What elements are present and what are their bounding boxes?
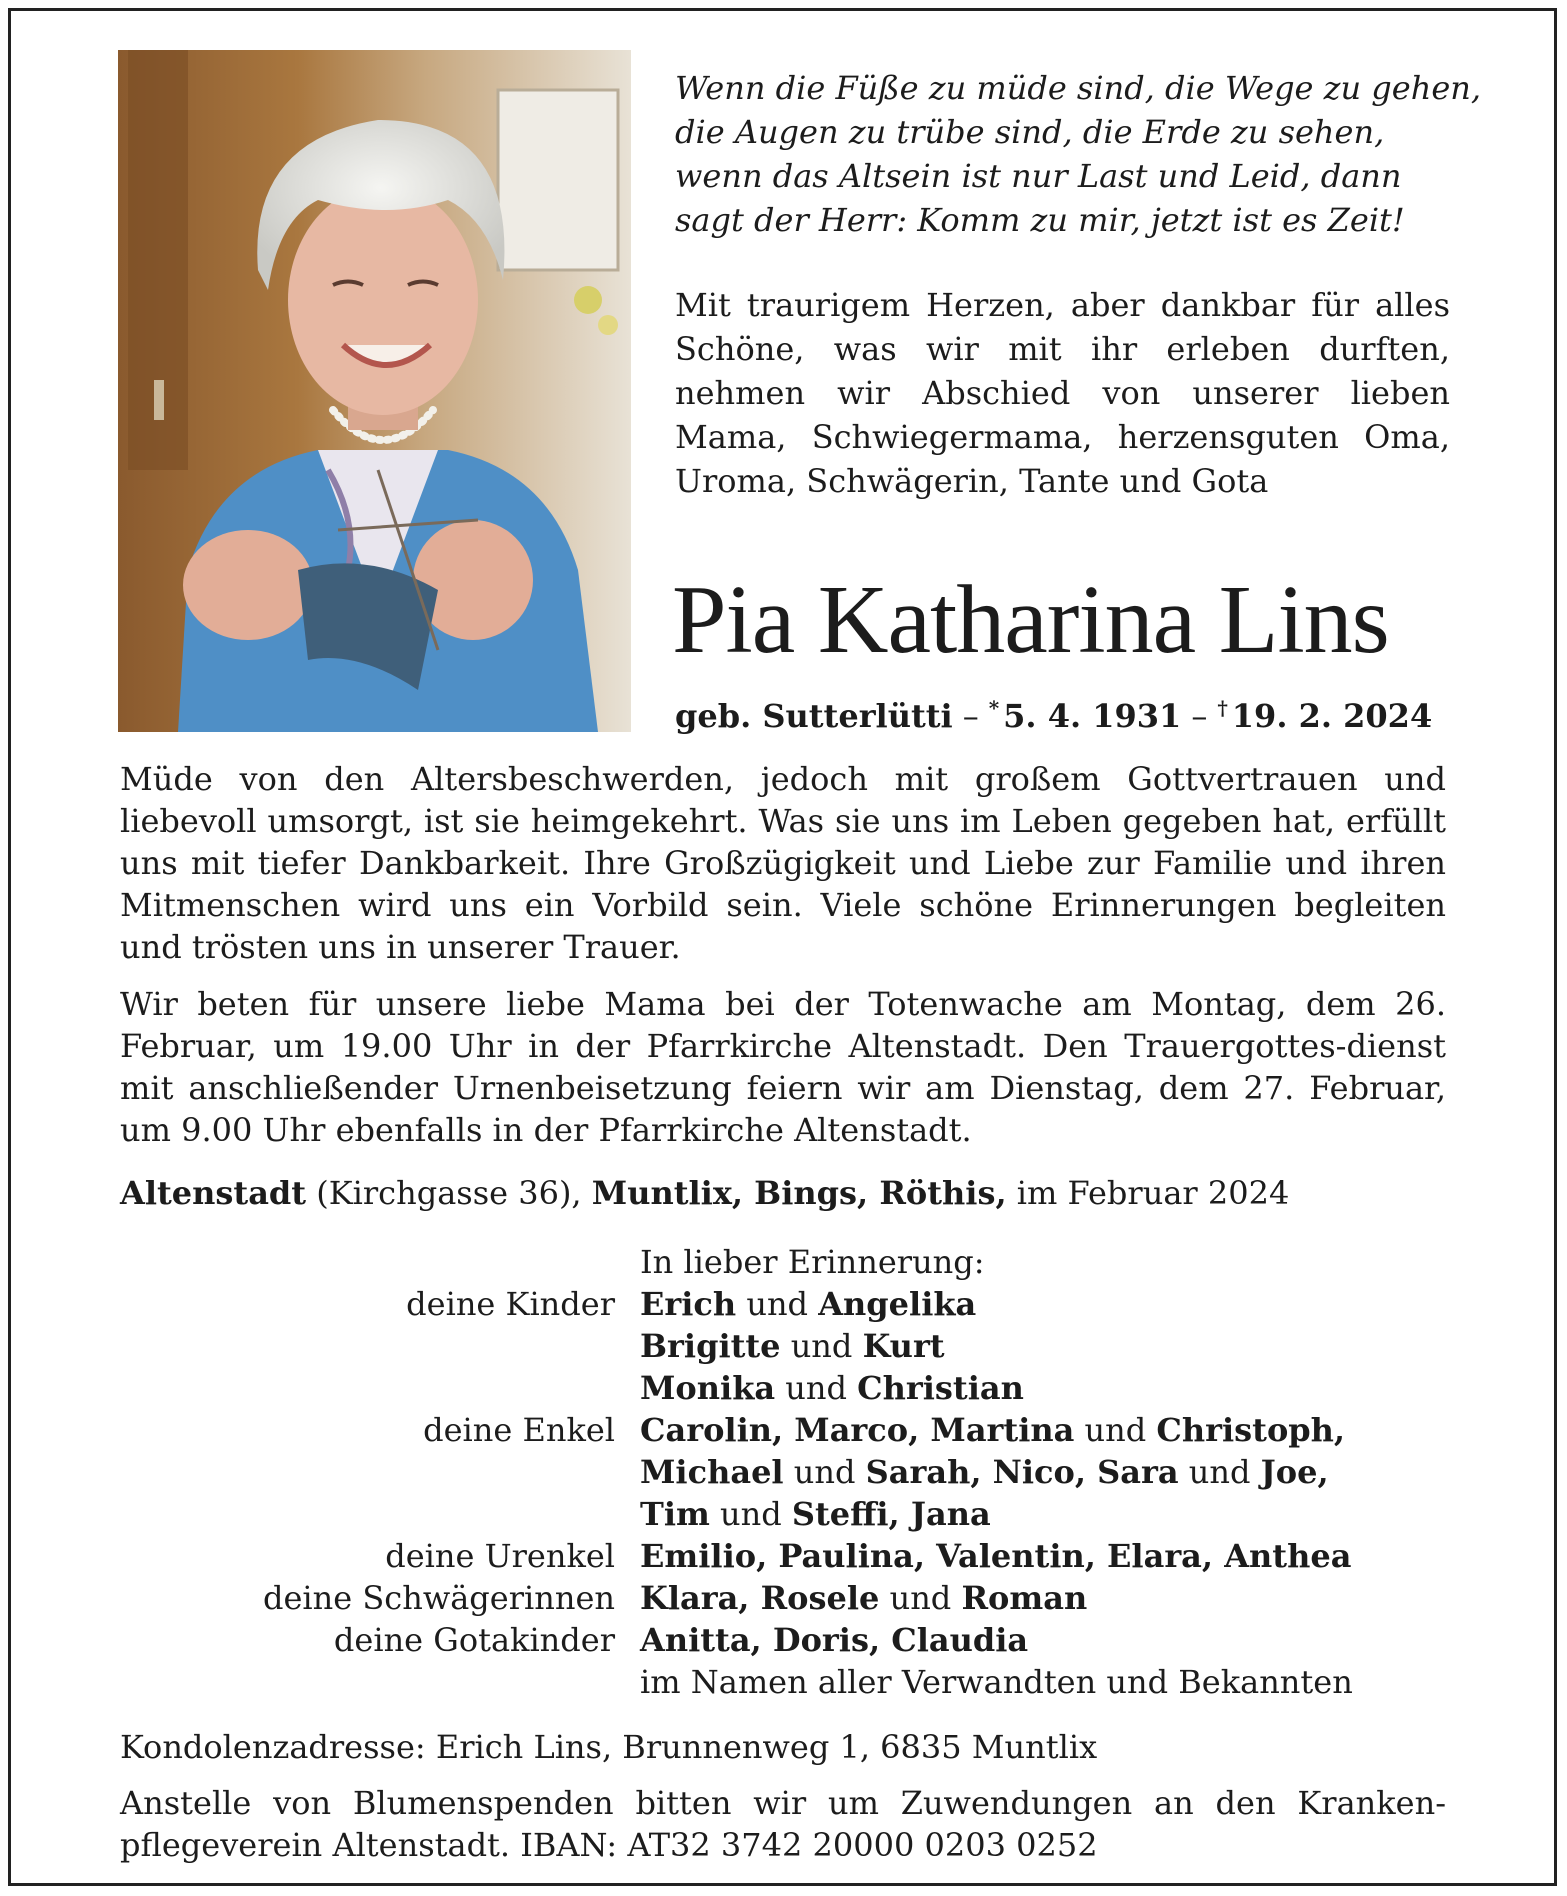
- family-closing: im Namen aller Verwandten und Bekannten: [640, 1663, 1353, 1701]
- paragraph-service: Wir beten für unsere liebe Mama bei der Totenwache am Montag, dem 26. Februar, um 19.00 Uhr in der Pfarrkirche Altenstadt. Den Trauergottes-dienst mit anschließender Urnenbeisetzung feiern wir am Dienstag, dem 27. Februar, um 9.00 Uhr ebenfalls in der Pfarrkirche Altenstadt.: [120, 985, 1446, 1149]
- intro-text: Mit traurigem Herzen, aber dankbar für alles Schöne, was wir mit ihr erleben durften, nehmen wir Abschied von unserer lieben Mama, Schwiegermama, herzensguten Oma, Uroma, Schwägerin, Tante und Gota: [675, 286, 1450, 500]
- family-label: deine Kinder: [406, 1285, 615, 1323]
- family-row: [120, 1619, 1460, 1661]
- family-row: [120, 1451, 1460, 1493]
- family-row: [120, 1283, 1460, 1325]
- person-name: Michael: [640, 1453, 784, 1491]
- person-name: Steffi, Jana: [791, 1495, 991, 1533]
- person-name: Monika: [640, 1369, 776, 1407]
- person-name: Brigitte: [640, 1327, 781, 1365]
- family-names: [640, 1283, 1460, 1325]
- conjunction: und: [783, 1453, 866, 1491]
- place-date-line: [120, 1171, 1289, 1215]
- person-name: Tim: [640, 1495, 710, 1533]
- family-label: deine Schwägerinnen: [262, 1579, 615, 1617]
- birth-death-line: [675, 686, 1432, 738]
- person-name: Christian: [857, 1369, 1024, 1407]
- town: Altenstadt: [120, 1174, 307, 1212]
- person-name: Roman: [961, 1579, 1088, 1617]
- maiden-name: geb. Sutterlütti: [675, 697, 953, 735]
- person-name: Angelika: [818, 1285, 977, 1323]
- family-names: [640, 1409, 1460, 1451]
- poem-line: wenn das Altsein ist nur Last und Leid, dann: [675, 157, 1402, 195]
- paragraph-remembrance: Müde von den Altersbeschwerden, jedoch mit großem Gottvertrauen und liebevoll umsorgt, ist sie heimgekehrt. Was sie uns im Leben gegeben hat, erfüllt uns mit tiefer Dankbarkeit. Ihre Großzügigkeit und Liebe zur Familie und ihren Mitmenschen wird uns ein Vorbild sein. Viele schöne Erinnerungen begleiten und trösten uns in unserer Trauer.: [120, 760, 1446, 966]
- conjunction: und: [736, 1285, 819, 1323]
- born-symbol: *: [988, 696, 1000, 720]
- family-row: [120, 1577, 1460, 1619]
- family-names: [640, 1325, 1460, 1367]
- poem-line: Wenn die Füße zu müde sind, die Wege zu gehen,: [675, 69, 1482, 107]
- family-heading: In lieber Erinnerung:: [640, 1243, 985, 1281]
- person-name: Kurt: [862, 1327, 945, 1365]
- other-towns: Muntlix, Bings, Röthis,: [591, 1174, 1007, 1212]
- family-row: [120, 1325, 1460, 1367]
- portrait-photo: [118, 50, 631, 732]
- person-name: Anitta, Doris, Claudia: [640, 1621, 1029, 1659]
- family-names: [640, 1451, 1460, 1493]
- conjunction: und: [1178, 1453, 1261, 1491]
- family-row: [120, 1535, 1460, 1577]
- person-name: Erich: [640, 1285, 737, 1323]
- poem-line: die Augen zu trübe sind, die Erde zu sehen,: [675, 113, 1385, 151]
- month-year: im Februar 2024: [1006, 1174, 1290, 1212]
- family-row: [120, 1241, 1460, 1283]
- person-name: Sarah, Nico, Sara: [865, 1453, 1179, 1491]
- family-names: [640, 1493, 1460, 1535]
- person-name: Christoph,: [1156, 1411, 1346, 1449]
- right-column: [675, 66, 1482, 503]
- family-row: [120, 1661, 1460, 1703]
- family-row: [120, 1367, 1460, 1409]
- family-list: [120, 1241, 1460, 1703]
- family-names: [640, 1535, 1460, 1577]
- conjunction: und: [879, 1579, 962, 1617]
- family-label: deine Gotakinder: [333, 1621, 615, 1659]
- poem: [675, 66, 1482, 242]
- family-names: [640, 1619, 1460, 1661]
- conjunction: und: [775, 1369, 858, 1407]
- donation-note: Anstelle von Blumenspenden bitten wir um Zuwendungen an den Kranken-pflegeverein Altenstadt. IBAN: AT32 3742 20000 0203 0252: [120, 1784, 1446, 1864]
- person-name: Carolin, Marco, Martina: [640, 1411, 1075, 1449]
- family-row: [120, 1493, 1460, 1535]
- conjunction: und: [709, 1495, 792, 1533]
- person-name: Joe,: [1260, 1453, 1329, 1491]
- family-names: [640, 1577, 1460, 1619]
- separator: –: [1191, 697, 1208, 735]
- deceased-name: Pia Katharina Lins: [672, 566, 1389, 674]
- person-name: Klara, Rosele: [640, 1579, 880, 1617]
- family-row: [120, 1409, 1460, 1451]
- birth-date: 5. 4. 1931: [1003, 697, 1182, 735]
- poem-line: sagt der Herr: Komm zu mir, jetzt ist es Zeit!: [675, 201, 1405, 239]
- conjunction: und: [780, 1327, 863, 1365]
- address: (Kirchgasse 36),: [306, 1174, 592, 1212]
- family-label: deine Urenkel: [385, 1537, 615, 1575]
- separator: –: [962, 697, 979, 735]
- condolence-address: Kondolenzadresse: Erich Lins, Brunnenweg 1, 6835 Muntlix: [120, 1728, 1098, 1766]
- person-name: Emilio, Paulina, Valentin, Elara, Anthea: [640, 1537, 1352, 1575]
- family-label: deine Enkel: [423, 1411, 615, 1449]
- died-symbol: †: [1217, 696, 1228, 720]
- death-date: 19. 2. 2024: [1231, 697, 1433, 735]
- conjunction: und: [1074, 1411, 1157, 1449]
- family-names: [640, 1367, 1460, 1409]
